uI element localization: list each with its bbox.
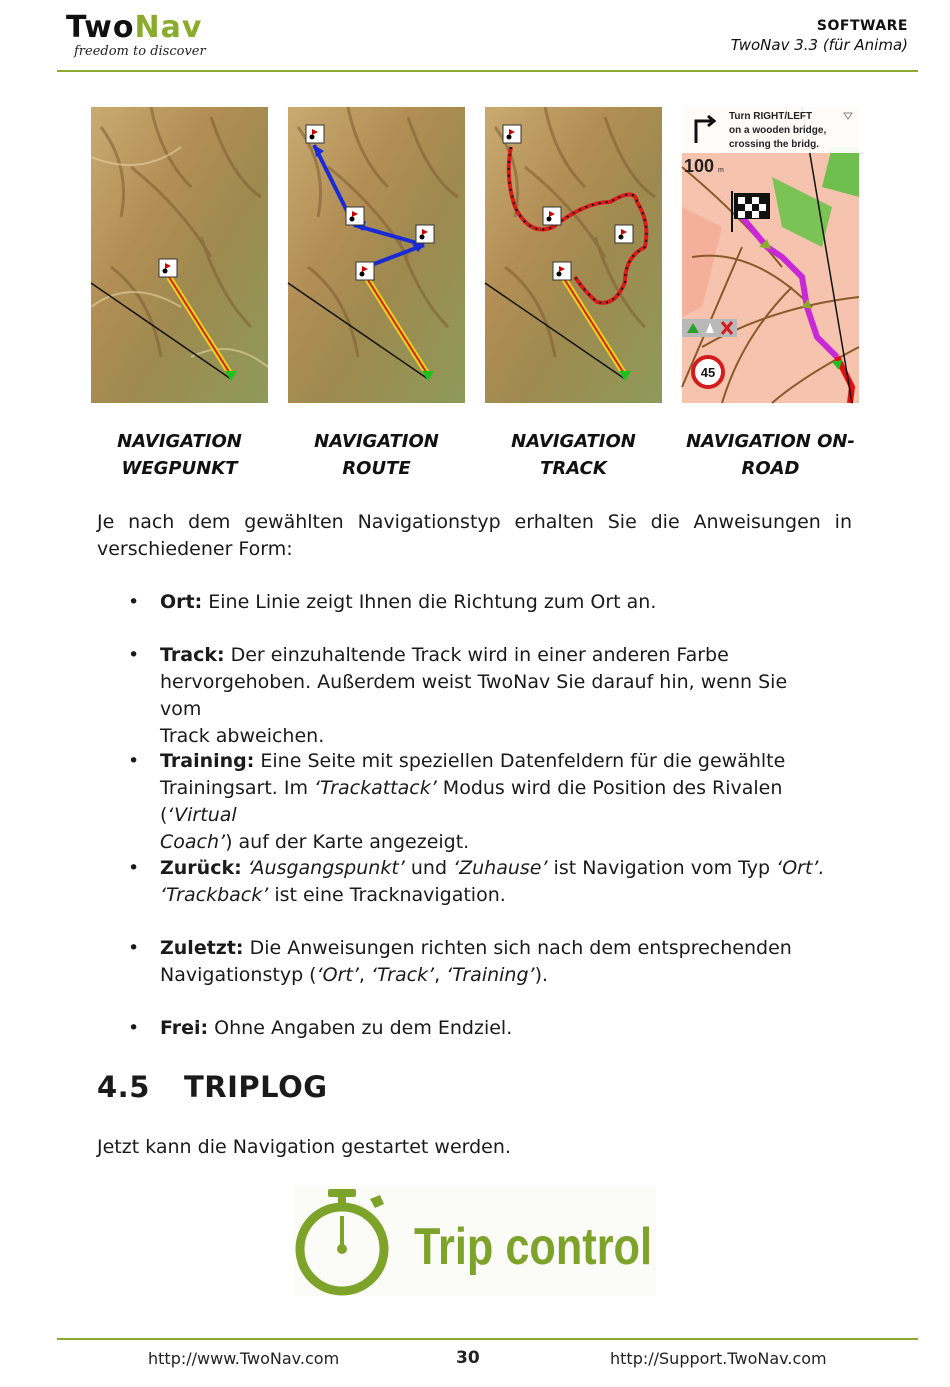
bullet-track: [128, 642, 828, 750]
bullet-zurueck2-b: ist eine Tracknavigation.: [268, 884, 506, 906]
bullet-frei-label: Frei:: [160, 1017, 209, 1039]
bullet-zuletzt2-e: ,: [434, 964, 447, 986]
bullet-zuletzt2-g: ).: [534, 964, 549, 986]
footer-left-link[interactable]: http://www.TwoNav.com: [148, 1349, 340, 1368]
logo-two: Two: [66, 10, 135, 45]
caption-onroad-l1: NAVIGATION ON-: [686, 431, 855, 452]
section-number: 4.5: [97, 1070, 150, 1104]
section-title: TRIPLOG: [184, 1070, 328, 1104]
bullet-ort-label: Ort:: [160, 591, 203, 613]
bullet-track-text2: hervorgehoben. Außerdem weist TwoNav Sie darauf hin, wenn Sie vom: [160, 671, 788, 720]
bullet-track-text: Der einzuhaltende Track wird in einer anderen Farbe: [224, 644, 729, 666]
caption-route-l1: NAVIGATION: [314, 431, 439, 452]
map-route-image: [288, 107, 465, 403]
bullet-zurueck: [128, 855, 828, 909]
bullet-dot: •: [128, 937, 140, 959]
bullet-zurueck-a: ‘Ausgangspunkt’: [247, 857, 405, 879]
bullet-frei-text: Ohne Angaben zu dem Endziel.: [208, 1017, 513, 1039]
bullet-training-t3b: ) auf der Karte angezeigt.: [225, 831, 470, 853]
bullet-frei: [128, 1015, 828, 1042]
trip-control-label: Trip control: [414, 1218, 652, 1276]
bullet-zuletzt: [128, 935, 828, 989]
bullet-training-t2b: ‘Trackattack’: [314, 777, 437, 799]
bullet-zuletzt2-a: Navigationstyp (: [160, 964, 317, 986]
bullet-training: [128, 748, 828, 856]
trip-control-image: [294, 1186, 656, 1296]
map-wegpunkt-image: [91, 107, 268, 403]
bullet-training-t2a: Trainingsart. Im: [160, 777, 315, 799]
bullet-zuletzt2-c: ,: [358, 964, 371, 986]
caption-route-l2: ROUTE: [342, 458, 411, 479]
bullet-training-t2d: ‘Virtual: [167, 804, 237, 826]
onroad-distance-unit: m: [718, 167, 724, 174]
bullet-zurueck2-a: ‘Trackback’: [160, 884, 269, 906]
bullet-ort: [128, 589, 828, 616]
header-right: [731, 18, 908, 54]
caption-wegpunkt-l2: WEGPUNKT: [121, 458, 238, 479]
header-rule: [57, 70, 918, 72]
bullet-dot: •: [128, 857, 140, 879]
footer-rule: [57, 1338, 918, 1340]
speed-limit-sign: 45: [700, 365, 716, 380]
bullet-dot: •: [128, 750, 140, 772]
logo-nav: Nav: [134, 10, 203, 45]
bullet-zurueck-d: ist Navigation vom Typ: [547, 857, 777, 879]
bullet-zuletzt2-d: ‘Track’: [370, 964, 435, 986]
caption-onroad: [672, 428, 869, 482]
onroad-instruction-l3: crossing the bridg.: [729, 139, 820, 150]
bullet-track-text3: Track abweichen.: [160, 725, 325, 747]
onroad-distance: 100: [684, 156, 715, 176]
bullet-training-t2c: Modus wird die Position des Rivalen (: [160, 777, 783, 826]
bullet-zurueck-c: ‘Zuhause’: [453, 857, 548, 879]
map-onroad-image: [682, 107, 859, 403]
section-heading: [97, 1070, 328, 1104]
bullet-training-label: Training:: [160, 750, 255, 772]
bullet-training-t3a: Coach’: [160, 831, 226, 853]
bullet-zuletzt2-f: ‘Training’: [446, 964, 535, 986]
bullet-dot: •: [128, 644, 140, 666]
caption-track-l1: NAVIGATION: [511, 431, 636, 452]
bullet-zuletzt-label: Zuletzt:: [160, 937, 244, 959]
bullet-track-label: Track:: [160, 644, 225, 666]
caption-wegpunkt: [81, 428, 278, 482]
logo-tagline: freedom to discover: [74, 44, 206, 59]
intro-paragraph: Je nach dem gewählten Navigationstyp erhalten Sie die Anweisungen in verschiedener Form:: [97, 511, 852, 560]
bullet-ort-text: Eine Linie zeigt Ihnen die Richtung zum Ort an.: [202, 591, 657, 613]
section-paragraph: Jetzt kann die Navigation gestartet werden.: [97, 1136, 511, 1158]
onroad-instruction-l1: Turn RIGHT/LEFT: [729, 111, 813, 122]
bullet-training-text: Eine Seite mit speziellen Datenfeldern für die gewählte: [254, 750, 786, 772]
page-number: 30: [456, 1348, 480, 1368]
footer-right-link[interactable]: http://Support.TwoNav.com: [610, 1349, 827, 1368]
twonav-logo: [66, 12, 226, 62]
bullet-dot: •: [128, 1017, 140, 1039]
caption-track-l2: TRACK: [540, 458, 607, 479]
caption-route: [278, 428, 475, 482]
bullet-zurueck-label: Zurück:: [160, 857, 242, 879]
bullet-zuletzt-text: Die Anweisungen richten sich nach dem entsprechenden: [243, 937, 792, 959]
bullet-zurueck-b: und: [404, 857, 454, 879]
bullet-zurueck-e: ‘Ort’.: [776, 857, 825, 879]
bullet-dot: •: [128, 591, 140, 613]
header-product: TwoNav 3.3 (für Anima): [730, 36, 908, 54]
header-section: SOFTWARE: [816, 18, 908, 34]
onroad-instruction-l2: on a wooden bridge,: [729, 125, 827, 136]
caption-wegpunkt-l1: NAVIGATION: [117, 431, 242, 452]
bullet-zuletzt2-b: ‘Ort’: [316, 964, 359, 986]
caption-track: [475, 428, 672, 482]
map-track-image: [485, 107, 662, 403]
caption-onroad-l2: ROAD: [741, 458, 800, 479]
